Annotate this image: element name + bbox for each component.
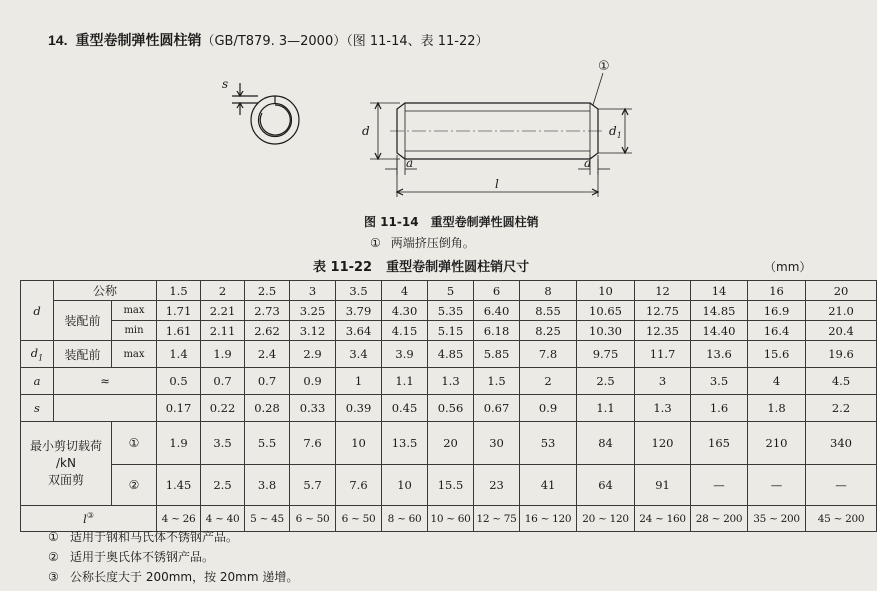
footnote-3-mark: ③ — [48, 570, 59, 584]
section-heading — [48, 30, 489, 50]
a-value: 0.7 — [201, 368, 245, 395]
d1-max-value: 4.85 — [428, 341, 474, 368]
d-min-value: 6.18 — [474, 321, 520, 341]
s-value: 1.8 — [748, 395, 806, 422]
a-value: 4.5 — [806, 368, 877, 395]
a-value: 2 — [520, 368, 577, 395]
d-min-value: 3.64 — [336, 321, 382, 341]
l-symbol: l③ — [21, 506, 157, 532]
figure-note-marker: ① — [370, 236, 381, 250]
d1-max-value: 9.75 — [577, 341, 635, 368]
d-max-value: 10.65 — [577, 301, 635, 321]
d-max-value: 3.79 — [336, 301, 382, 321]
d1-max-value: 2.4 — [245, 341, 290, 368]
shear-1-value: 1.9 — [157, 422, 201, 465]
a-symbol: a — [21, 368, 54, 395]
nominal-value: 5 — [428, 281, 474, 301]
shear-1-value: 165 — [691, 422, 748, 465]
d-max-value: 3.25 — [290, 301, 336, 321]
d-max-value: 14.85 — [691, 301, 748, 321]
d1-max-label: max — [112, 341, 157, 368]
d1-symbol: $d_1$ — [21, 341, 54, 368]
s-value: 2.2 — [806, 395, 877, 422]
d1-before-assembly: 装配前 — [54, 341, 112, 368]
section-standard: （GB/T879. 3—2000）（图 11-14、表 11-22） — [201, 34, 489, 49]
a-dimensions — [385, 155, 610, 175]
d-min-value: 8.25 — [520, 321, 577, 341]
label-d: d — [362, 124, 370, 138]
figure-note-text: 两端挤压倒角。 — [390, 236, 475, 250]
shear-label-line-2: /kN — [56, 456, 76, 470]
s-dimension — [232, 83, 258, 115]
d-max-value: 4.30 — [382, 301, 428, 321]
row-a — [21, 368, 877, 395]
d-min-value: 4.15 — [382, 321, 428, 341]
row-d-min — [21, 321, 877, 341]
shear-2-value: 91 — [635, 465, 691, 506]
d1-max-value: 3.9 — [382, 341, 428, 368]
d1-max-value: 11.7 — [635, 341, 691, 368]
l-value: 5 ~ 45 — [245, 506, 290, 532]
s-value: 1.1 — [577, 395, 635, 422]
s-value: 0.67 — [474, 395, 520, 422]
pin-side-view — [390, 103, 605, 159]
l-value: 6 ~ 50 — [290, 506, 336, 532]
shear-2-value: 7.6 — [336, 465, 382, 506]
label-l: l — [495, 177, 499, 191]
nominal-value: 8 — [520, 281, 577, 301]
d1-max-value: 1.9 — [201, 341, 245, 368]
a-value: 1 — [336, 368, 382, 395]
row-d-max — [21, 301, 877, 321]
d1-max-value: 13.6 — [691, 341, 748, 368]
l-value: 35 ~ 200 — [748, 506, 806, 532]
shear-2-value: 10 — [382, 465, 428, 506]
a-approx: ≈ — [54, 368, 157, 395]
shear-2-value: — — [748, 465, 806, 506]
l-value: 24 ~ 160 — [635, 506, 691, 532]
s-value: 0.39 — [336, 395, 382, 422]
nominal-value: 2.5 — [245, 281, 290, 301]
nominal-value: 1.5 — [157, 281, 201, 301]
shear-1-value: 84 — [577, 422, 635, 465]
shear-2-value: 3.8 — [245, 465, 290, 506]
nominal-value: 20 — [806, 281, 877, 301]
s-value: 1.3 — [635, 395, 691, 422]
nominal-value: 2 — [201, 281, 245, 301]
a-value: 1.5 — [474, 368, 520, 395]
label-a-left: a — [406, 156, 414, 170]
d-min-value: 20.4 — [806, 321, 877, 341]
a-value: 0.9 — [290, 368, 336, 395]
shear-1-value: 30 — [474, 422, 520, 465]
d-max-value: 21.0 — [806, 301, 877, 321]
footnote-3-text: 公称长度大于 200mm，按 20mm 递增。 — [70, 570, 299, 584]
d-min-value: 5.15 — [428, 321, 474, 341]
d-min-value: 3.12 — [290, 321, 336, 341]
figure-caption — [364, 213, 539, 230]
d-min-value: 2.11 — [201, 321, 245, 341]
footnote-2-text: 适用于奥氏体不锈钢产品。 — [70, 550, 215, 564]
row-s — [21, 395, 877, 422]
l-value: 20 ~ 120 — [577, 506, 635, 532]
d1-max-value: 19.6 — [806, 341, 877, 368]
shear-2-value: 15.5 — [428, 465, 474, 506]
d1-max-value: 1.4 — [157, 341, 201, 368]
l-value: 8 ~ 60 — [382, 506, 428, 532]
s-symbol: s — [21, 395, 54, 422]
shear-2-value: 41 — [520, 465, 577, 506]
d-min-label: min — [112, 321, 157, 341]
figure-note — [370, 234, 475, 251]
table-number: 表 11-22 — [313, 260, 373, 275]
pin-drawing — [200, 55, 640, 205]
shear-mark-2: ② — [112, 465, 157, 506]
a-value: 4 — [748, 368, 806, 395]
d1-max-value: 15.6 — [748, 341, 806, 368]
nominal-value: 16 — [748, 281, 806, 301]
d-min-value: 2.62 — [245, 321, 290, 341]
d-max-label: max — [112, 301, 157, 321]
shear-1-value: 20 — [428, 422, 474, 465]
d-before-assembly: 装配前 — [54, 301, 112, 341]
a-value: 3.5 — [691, 368, 748, 395]
nominal-value: 4 — [382, 281, 428, 301]
l-value: 4 ~ 26 — [157, 506, 201, 532]
a-value: 0.5 — [157, 368, 201, 395]
l-value: 12 ~ 75 — [474, 506, 520, 532]
nominal-value: 12 — [635, 281, 691, 301]
figure-number: 图 11-14 — [364, 215, 419, 229]
l-value: 28 ~ 200 — [691, 506, 748, 532]
nominal-value: 14 — [691, 281, 748, 301]
l-value: 10 ~ 60 — [428, 506, 474, 532]
l-value: 16 ~ 120 — [520, 506, 577, 532]
a-value: 1.3 — [428, 368, 474, 395]
shear-1-value: 3.5 — [201, 422, 245, 465]
shear-label-line-3: 双面剪 — [47, 473, 84, 487]
d-min-value: 12.35 — [635, 321, 691, 341]
d1-max-value: 3.4 — [336, 341, 382, 368]
s-value: 1.6 — [691, 395, 748, 422]
d-max-value: 5.35 — [428, 301, 474, 321]
nominal-value: 3.5 — [336, 281, 382, 301]
d-max-value: 12.75 — [635, 301, 691, 321]
s-value: 0.33 — [290, 395, 336, 422]
d-max-value: 1.71 — [157, 301, 201, 321]
shear-1-value: 120 — [635, 422, 691, 465]
shear-1-value: 7.6 — [290, 422, 336, 465]
nominal-value: 10 — [577, 281, 635, 301]
l-value: 6 ~ 50 — [336, 506, 382, 532]
a-value: 2.5 — [577, 368, 635, 395]
a-value: 0.7 — [245, 368, 290, 395]
d1-max-value: 7.8 — [520, 341, 577, 368]
d-min-value: 16.4 — [748, 321, 806, 341]
footnote-1-mark: ① — [48, 530, 59, 544]
shear-2-value: — — [806, 465, 877, 506]
d-max-value: 2.73 — [245, 301, 290, 321]
shear-1-value: 10 — [336, 422, 382, 465]
label-s: s — [222, 77, 229, 91]
shear-2-value: 1.45 — [157, 465, 201, 506]
shear-1-value: 13.5 — [382, 422, 428, 465]
s-value: 0.56 — [428, 395, 474, 422]
section-number: 14. — [48, 32, 68, 48]
dimension-table — [20, 280, 877, 532]
d-max-value: 2.21 — [201, 301, 245, 321]
d-min-value: 14.40 — [691, 321, 748, 341]
pin-end-view — [251, 96, 299, 144]
shear-1-value: 5.5 — [245, 422, 290, 465]
footnote-3 — [48, 568, 298, 585]
shear-2-value: — — [691, 465, 748, 506]
label-marker: ① — [598, 59, 610, 74]
shear-mark-1: ① — [112, 422, 157, 465]
nominal-label: 公称 — [54, 281, 157, 301]
row-shear-1 — [21, 422, 877, 465]
l-value: 45 ~ 200 — [806, 506, 877, 532]
row-d1-max — [21, 341, 877, 368]
d-max-value: 16.9 — [748, 301, 806, 321]
shear-label — [21, 422, 112, 506]
s-value: 0.17 — [157, 395, 201, 422]
label-d1: $d_1$ — [609, 124, 622, 140]
row-nominal — [21, 281, 877, 301]
footnote-2 — [48, 548, 214, 565]
shear-1-value: 210 — [748, 422, 806, 465]
s-value: 0.28 — [245, 395, 290, 422]
nominal-value: 6 — [474, 281, 520, 301]
d-min-value: 1.61 — [157, 321, 201, 341]
l-value: 4 ~ 40 — [201, 506, 245, 532]
chamfer-leader — [593, 73, 603, 105]
footnote-1 — [48, 528, 238, 545]
d-max-value: 6.40 — [474, 301, 520, 321]
a-value: 1.1 — [382, 368, 428, 395]
shear-1-value: 340 — [806, 422, 877, 465]
table-caption — [313, 256, 529, 275]
d-min-value: 10.30 — [577, 321, 635, 341]
figure-title: 重型卷制弹性圆柱销 — [430, 215, 539, 229]
s-value: 0.22 — [201, 395, 245, 422]
s-spacer — [54, 395, 157, 422]
d-symbol: d — [21, 281, 54, 341]
d1-max-value: 2.9 — [290, 341, 336, 368]
row-shear-2 — [21, 465, 877, 506]
d1-max-value: 5.85 — [474, 341, 520, 368]
label-a-right: a — [584, 156, 592, 170]
footnote-2-mark: ② — [48, 550, 59, 564]
d-max-value: 8.55 — [520, 301, 577, 321]
shear-2-value: 64 — [577, 465, 635, 506]
shear-2-value: 23 — [474, 465, 520, 506]
shear-label-line-1: 最小剪切载荷 — [29, 439, 102, 453]
shear-2-value: 5.7 — [290, 465, 336, 506]
s-value: 0.45 — [382, 395, 428, 422]
table-unit: （mm） — [764, 260, 812, 274]
s-value: 0.9 — [520, 395, 577, 422]
footnote-1-text: 适用于钢和马氏体不锈钢产品。 — [70, 530, 239, 544]
section-title: 重型卷制弹性圆柱销 — [75, 33, 202, 49]
table-title: 重型卷制弹性圆柱销尺寸 — [386, 260, 530, 275]
nominal-value: 3 — [290, 281, 336, 301]
shear-2-value: 2.5 — [201, 465, 245, 506]
shear-1-value: 53 — [520, 422, 577, 465]
a-value: 3 — [635, 368, 691, 395]
